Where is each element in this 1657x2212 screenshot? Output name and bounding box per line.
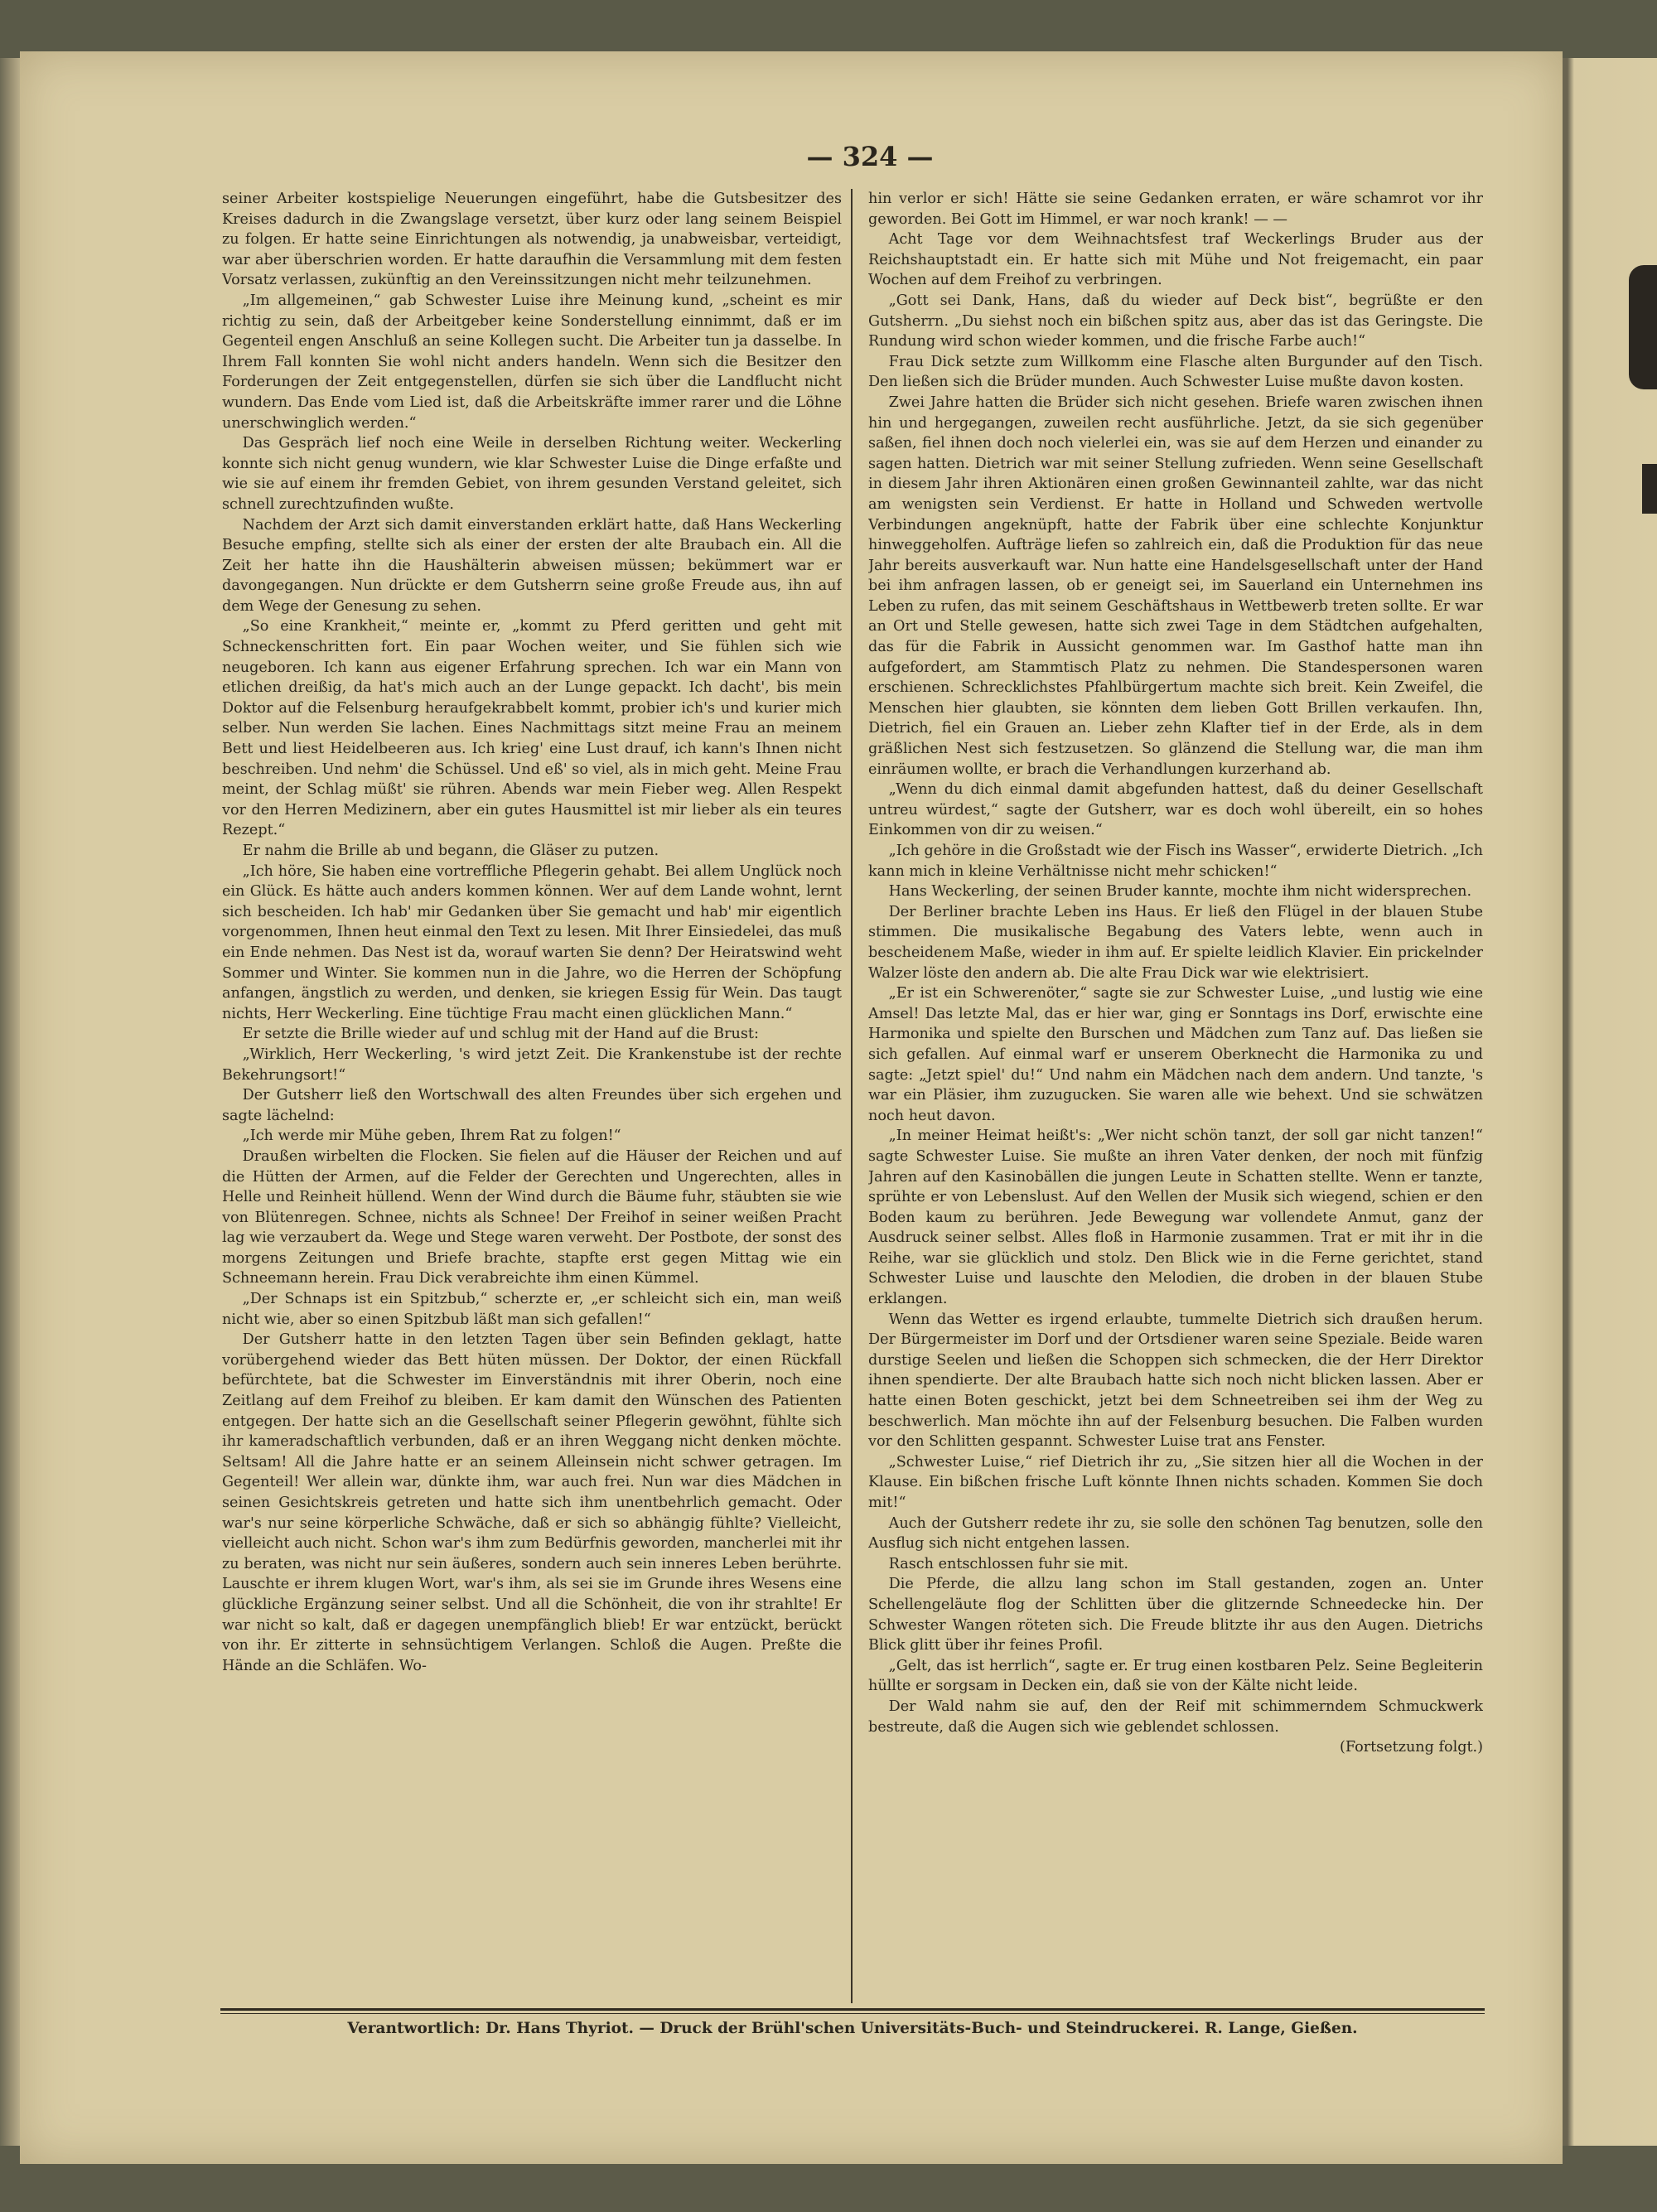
continued-note: (Fortsetzung folgt.): [1340, 1739, 1483, 1756]
paragraph: Der Gutsherr ließ den Wortschwall des alten Freundes über sich ergehen und sagte lächelnd:: [222, 1087, 842, 1124]
paragraph: Wenn das Wetter es irgend erlaubte, tummelte Dietrich sich draußen herum. Der Bürgermeister im Dorf und der Ortsdiener waren seine Speziale. Beide waren durstige Seelen und ließen die Schoppen sich schmecken, die der Herr Direktor ihnen spendierte. Der alte Braubach hatte sich noch nicht blicken lassen. Aber er hatte einen Boten geschickt, jetzt bei dem Schneetreiben sei ihm der Weg zu beschwerlich. Man möchte ihn auf der Felsenburg besuchen. Die Falben wurden vor den Schlitten gespannt. Schwester Luise trat ans Fenster.: [868, 1311, 1483, 1451]
paragraph: „Gelt, das ist herrlich“, sagte er. Er trug einen kostbaren Pelz. Seine Begleiterin hüllte er sorgsam in Decken ein, daß sie von der Kälte nicht leide.: [868, 1657, 1483, 1695]
book-page-edges: [0, 58, 20, 2146]
column-divider: [851, 189, 853, 2003]
paragraph: „Der Schnaps ist ein Spitzbub,“ scherzte er, „er schleicht sich ein, man weiß nicht wie, aber so einen Spitzbub läßt man sich gefallen!“: [222, 1291, 842, 1328]
paragraph: „Ich werde mir Mühe geben, Ihrem Rat zu folgen!“: [242, 1128, 621, 1145]
paragraph: „Er ist ein Schwerenöter,“ sagte sie zur Schwester Luise, „und lustig wie eine Amsel! Das letzte Mal, das er hier war, ging er Sonntags ins Dorf, erwischte eine Harmonika und spielte den Burschen und Mädchen zum Tanz auf. Das ließen sie sich gefallen. Auf einmal warf er unserem Oberknecht die Harmonika zu und sagte: „Jetzt spiel' du!“ Und nahm ein Mädchen nach dem andern. Und tanzte, 's war ein Pläsier, ihm zuzugucken. Sie waren alle wie behext. Und sie schwätzen noch heut davon.: [868, 985, 1483, 1124]
adjacent-page-edge: [1563, 58, 1657, 2146]
paragraph: Zwei Jahre hatten die Brüder sich nicht gesehen. Briefe waren zwischen ihnen hin und hergegangen, zuweilen recht ausführliche. Jetzt, da sie sich gegenüber saßen, fiel ihnen doch noch vielerlei ein, was sie auf dem Herzen und einander zu sagen hatten. Dietrich war mit seiner Stellung zufrieden. Wenn seine Gesellschaft in diesem Jahr ihren Aktionären einen großen Gewinnanteil zahlte, war das nicht am wenigsten sein Verdienst. Er hatte in Holland und Schweden wertvolle Verbindungen angeknüpft, hatte der Fabrik über eine schlechte Konjunktur hinweggeholfen. Aufträge liefen so zahlreich ein, daß die Produktion für das neue Jahr bereits ausverkauft war. Nun hatte eine Handelsgesellschaft unter der Hand bei ihm anfragen lassen, ob er geneigt sei, im Sauerland ein Unternehmen ins Leben zu rufen, das mit seinem Geschäftshaus in Wettbewerb treten sollte. Er war an Ort und Stelle gewesen, hatte sich zwei Tage in dem Städtchen aufgehalten, das für die Fabrik in Aussicht genommen war. Im Gasthof hatte man ihn aufgefordert, am Stammtisch Platz zu nehmen. Die Standespersonen waren erschienen. Schrecklichstes Pfahlbürgertum machte sich breit. Kein Zweifel, die Menschen hier glaubten, sie könnten dem lieben Gott Brillen verkaufen. Ihn, Dietrich, fiel ein Grauen an. Lieber zehn Klafter tief in der Erde, als in dem gräßlichen Nest sich festzusetzen. So glänzend die Stellung war, die man ihm einräumen wollte, er brach die Verhandlungen kurzerhand ab.: [868, 394, 1483, 778]
paragraph: Der Berliner brachte Leben ins Haus. Er ließ den Flügel in der blauen Stube stimmen. Die musikalische Begabung des Vaters lebte, wenn auch in bescheidenem Maße, wieder in ihm auf. Er spielte leidlich Klavier. Ein prickelnder Walzer löste den andern ab. Die alte Frau Dick war wie elektrisiert.: [868, 903, 1483, 982]
paragraph: Rasch entschlossen fuhr sie mit.: [888, 1555, 1129, 1572]
paragraph: „Ich gehöre in die Großstadt wie der Fisch ins Wasser“, erwiderte Dietrich. „Ich kann mich in kleine Verhältnisse nicht mehr schicken!“: [868, 843, 1483, 880]
paragraph: Der Wald nahm sie auf, den der Reif mit schimmerndem Schmuckwerk bestreute, daß die Augen sich wie geblendet schlossen.: [868, 1698, 1483, 1736]
left-text-column: [222, 189, 842, 2005]
paragraph: Er setzte die Brille wieder auf und schlug mit der Hand auf die Brust:: [242, 1026, 759, 1043]
paragraph: hin verlor er sich! Hätte sie seine Gedanken erraten, er wäre schamrot vor ihr geworden. Bei Gott im Himmel, er war noch krank! — —: [868, 191, 1483, 228]
footer-rule: [220, 2008, 1485, 2011]
paragraph: Acht Tage vor dem Weihnachtsfest traf Weckerlings Bruder aus der Reichshauptstadt ein. Er hatte sich mit Mühe und Not freigemacht, ein paar Wochen auf dem Freihof zu verbringen.: [868, 231, 1483, 289]
paragraph: „Wenn du dich einmal damit abgefunden hattest, daß du deiner Gesellschaft untreu würdest,“ sagte der Gutsherr, war es doch wohl übereilt, ein so hohes Einkommen von dir zu weisen.“: [868, 781, 1483, 839]
paragraph: Hans Weckerling, der seinen Bruder kannte, mochte ihm nicht widersprechen.: [888, 883, 1472, 901]
adjacent-page-print-mark: [1642, 464, 1657, 514]
scan-background-top: [0, 0, 1657, 58]
imprint-line: Verantwortlich: Dr. Hans Thyriot. — Druck der Brühl'schen Universitäts-Buch- und Steindruckerei. R. Lange, Gießen.: [347, 2020, 1358, 2037]
paragraph: Frau Dick setzte zum Willkomm eine Flasche alten Burgunder auf den Tisch. Den ließen sich die Brüder munden. Auch Schwester Luise mußte davon kosten.: [868, 353, 1483, 391]
paragraph: Er nahm die Brille ab und begann, die Gläser zu putzen.: [242, 843, 659, 859]
paragraph: Draußen wirbelten die Flocken. Sie fielen auf die Häuser der Reichen und auf die Hütten der Armen, auf die Felder der Gerechten und Ungerechten, alles in Helle und Reinheit hüllend. Wenn der Wind durch die Bäume fuhr, stäubten sie wie von Blütenregen. Schnee, nichts als Schnee! Der Freihof in seiner weißen Pracht lag wie verzaubert da. Wege und Stege waren verweht. Der Postbote, der sonst des morgens Zeitungen und Briefe brachte, stapfte erst gegen Mittag wie ein Schneemann herein. Frau Dick verabreichte ihm einen Kümmel.: [222, 1147, 842, 1287]
paragraph: „Im allgemeinen,“ gab Schwester Luise ihre Meinung kund, „scheint es mir richtig zu sein, daß der Arbeitgeber keine Sonderstellung einnimmt, daß er im Gegenteil engen Anschluß an seine Kollegen sucht. Die Arbeiter tun ja dasselbe. In Ihrem Fall konnten Sie wohl nicht anders handeln. Wenn sich die Besitzer den Forderungen der Zeit entgegenstellen, dürfen sie sich über die Landflucht nicht wundern. Das Ende vom Lied ist, daß die Arbeitskräfte immer rarer und die Löhne unerschwinglich werden.“: [222, 292, 842, 432]
paragraph: Nachdem der Arzt sich damit einverstanden erklärt hatte, daß Hans Weckerling Besuche empfing, stellte sich als einer der ersten der alte Braubach ein. All die Zeit her hatte ihn die Haushälterin abweisen müssen; bekümmert war er davongegangen. Nun drückte er dem Gutsherrn seine große Freude aus, ihn auf dem Wege der Genesung zu sehen.: [222, 516, 842, 615]
right-text-column: [868, 189, 1483, 2005]
paragraph: Auch der Gutsherr redete ihr zu, sie solle den schönen Tag benutzen, solle den Ausflug sich nicht entgehen lassen.: [868, 1514, 1483, 1553]
adjacent-page-print-mark: [1629, 265, 1657, 389]
paragraph: Die Pferde, die allzu lang schon im Stall gestanden, zogen an. Unter Schellengeläute flog der Schlitten über die glitzernde Schneedecke hin. Der Schwester Wangen röteten sich. Die Freude blitzte ihr aus den Augen. Dietrichs Blick glitt über ihr feines Profil.: [868, 1576, 1483, 1654]
paragraph: „Wirklich, Herr Weckerling, 's wird jetzt Zeit. Die Krankenstube ist der rechte Bekehrungsort!“: [222, 1046, 842, 1084]
paragraph: Das Gespräch lief noch eine Weile in derselben Richtung weiter. Weckerling konnte sich nicht genug wundern, wie klar Schwester Luise die Dinge erfaßte und wie sie auf einem ihr fremden Gebiet, von ihrem gesunden Verstand geleitet, sich schnell zurechtzufinden wußte.: [222, 435, 842, 513]
paragraph: „In meiner Heimat heißt's: „Wer nicht schön tanzt, der soll gar nicht tanzen!“ sagte Schwester Luise. Sie mußte an ihren Vater denken, der noch mit fünfzig Jahren auf den Kasinobällen die jungen Leute in Schatten stellte. Wenn er tanzte, sprühte er von Lebenslust. Auf den Wellen der Musik sich wiegend, schien er den Boden kaum zu berühren. Jede Bewegung war vollendete Anmut, ganz der Ausdruck seiner selbst. Alles floß in Harmonie zusammen. Trat er mit ihr in die Reihe, war sie glücklich und stolz. Den Blick wie in die Ferne gerichtet, stand Schwester Luise und lauschte den Melodien, die droben in der blauen Stube erklangen.: [868, 1128, 1483, 1308]
paragraph: „So eine Krankheit,“ meinte er, „kommt zu Pferd geritten und geht mit Schneckenschritten fort. Ein paar Wochen weiter, und Sie fühlen sich wie neugeboren. Ich kann aus eigener Erfahrung sprechen. Ich war ein Mann von etlichen dreißig, da hat's mich auch an der Lunge gepackt. Ich dacht', bis mein Doktor auf die Felsenburg heraufgekrabbelt kommt, probier ich's und kurier mich selber. Nun werden Sie lachen. Eines Nachmittags sitzt meine Frau an meinem Bett und liest Heidelbeeren aus. Ich krieg' eine Lust drauf, ich kann's Ihnen nicht beschreiben. Und nehm' die Schüssel. Und eß' so viel, als in mich geht. Meine Frau meint, der Schlag müßt' sie rühren. Abends war mein Fieber weg. Allen Respekt vor den Herren Medizinern, aber ein gutes Hausmittel ist mir lieber als ein teures Rezept.“: [222, 618, 842, 839]
paragraph: Der Gutsherr hatte in den letzten Tagen über sein Befinden geklagt, hatte vorübergehend wieder das Bett hüten müssen. Der Doktor, der einen Rückfall befürchtete, bat die Schwester im Einverständnis mit ihrer Oberin, noch eine Zeitlang auf dem Freihof zu bleiben. Er kam damit den Wünschen des Patienten entgegen. Der hatte sich an die Gesellschaft seiner Pflegerin gewöhnt, fühlte sich ihr kameradschaftlich verbunden, daß er an ihren Weggang nicht denken möchte. Seltsam! All die Jahre hatte er an seinem Alleinsein nicht schwer getragen. Im Gegenteil! Wer allein war, dünkte ihm, war auch frei. Nun war dies Mädchen in seinen Gesichtskreis getreten und hatte sich ihm unentbehrlich gemacht. Oder war's nur seine körperliche Schwäche, daß er sich so abhängig fühlte? Vielleicht, vielleicht auch nicht. Schon war's ihm zum Bedürfnis geworden, mancherlei mit ihr zu beraten, was nicht nur sein äußeres, sondern auch sein inneres Leben berührte. Lauschte er ihrem klugen Wort, war's ihm, als sei sie im Grunde ihres Wesens eine glückliche Ergänzung seiner selbst. Und all die Schönheit, die von ihr strahlte! Er war nicht so kalt, daß er dagegen unempfänglich blieb! Er war entzückt, berückt von ihr. Er zitterte in sehnsüchtigem Verlangen. Schloß die Augen. Preßte die Hände an die Schläfen. Wo-: [222, 1331, 842, 1674]
paragraph: „Gott sei Dank, Hans, daß du wieder auf Deck bist“, begrüßte er den Gutsherrn. „Du siehst noch ein bißchen spitz aus, aber das ist das Geringste. Die Rundung wird schon wieder kommen, und die frische Farbe auch!“: [868, 292, 1483, 350]
footer-rule-thin: [220, 2013, 1485, 2014]
page-number: — 324 —: [806, 141, 934, 172]
paragraph: „Ich höre, Sie haben eine vortreffliche Pflegerin gehabt. Bei allem Unglück noch ein Glück. Es hätte auch anders kommen können. Wer auf dem Lande wohnt, lernt sich bescheiden. Ich hab' mir Gedanken über Sie gemacht und hab' mir eigentlich vorgenommen, Ihnen heut einmal den Text zu lesen. Mit Ihrer Einsiedelei, das muß ein Ende nehmen. Das Nest ist da, worauf warten Sie denn? Der Heiratswind weht Sommer und Winter. Sie kommen nun in die Jahre, wo die Herren der Schöpfung anfangen, ängstlich zu werden, und denken, sie kriegen Essig für Wein. Das taugt nichts, Herr Weckerling. Eine tüchtige Frau macht einen glücklichen Mann.“: [222, 862, 842, 1022]
paragraph: seiner Arbeiter kostspielige Neuerungen eingeführt, habe die Gutsbesitzer des Kreises dadurch in die Zwangslage versetzt, über kurz oder lang seinem Beispiel zu folgen. Er hatte seine Einrichtungen als notwendig, ja unabweisbar, verteidigt, war aber überschrien worden. Er hatte daraufhin die Versammlung mit dem festen Vorsatz verlassen, zukünftig an den Vereinssitzungen nicht mehr teilzunehmen.: [222, 191, 842, 289]
paragraph: „Schwester Luise,“ rief Dietrich ihr zu, „Sie sitzen hier all die Wochen in der Klause. Ein bißchen frische Luft könnte Ihnen nichts schaden. Kommen Sie doch mit!“: [868, 1453, 1483, 1511]
